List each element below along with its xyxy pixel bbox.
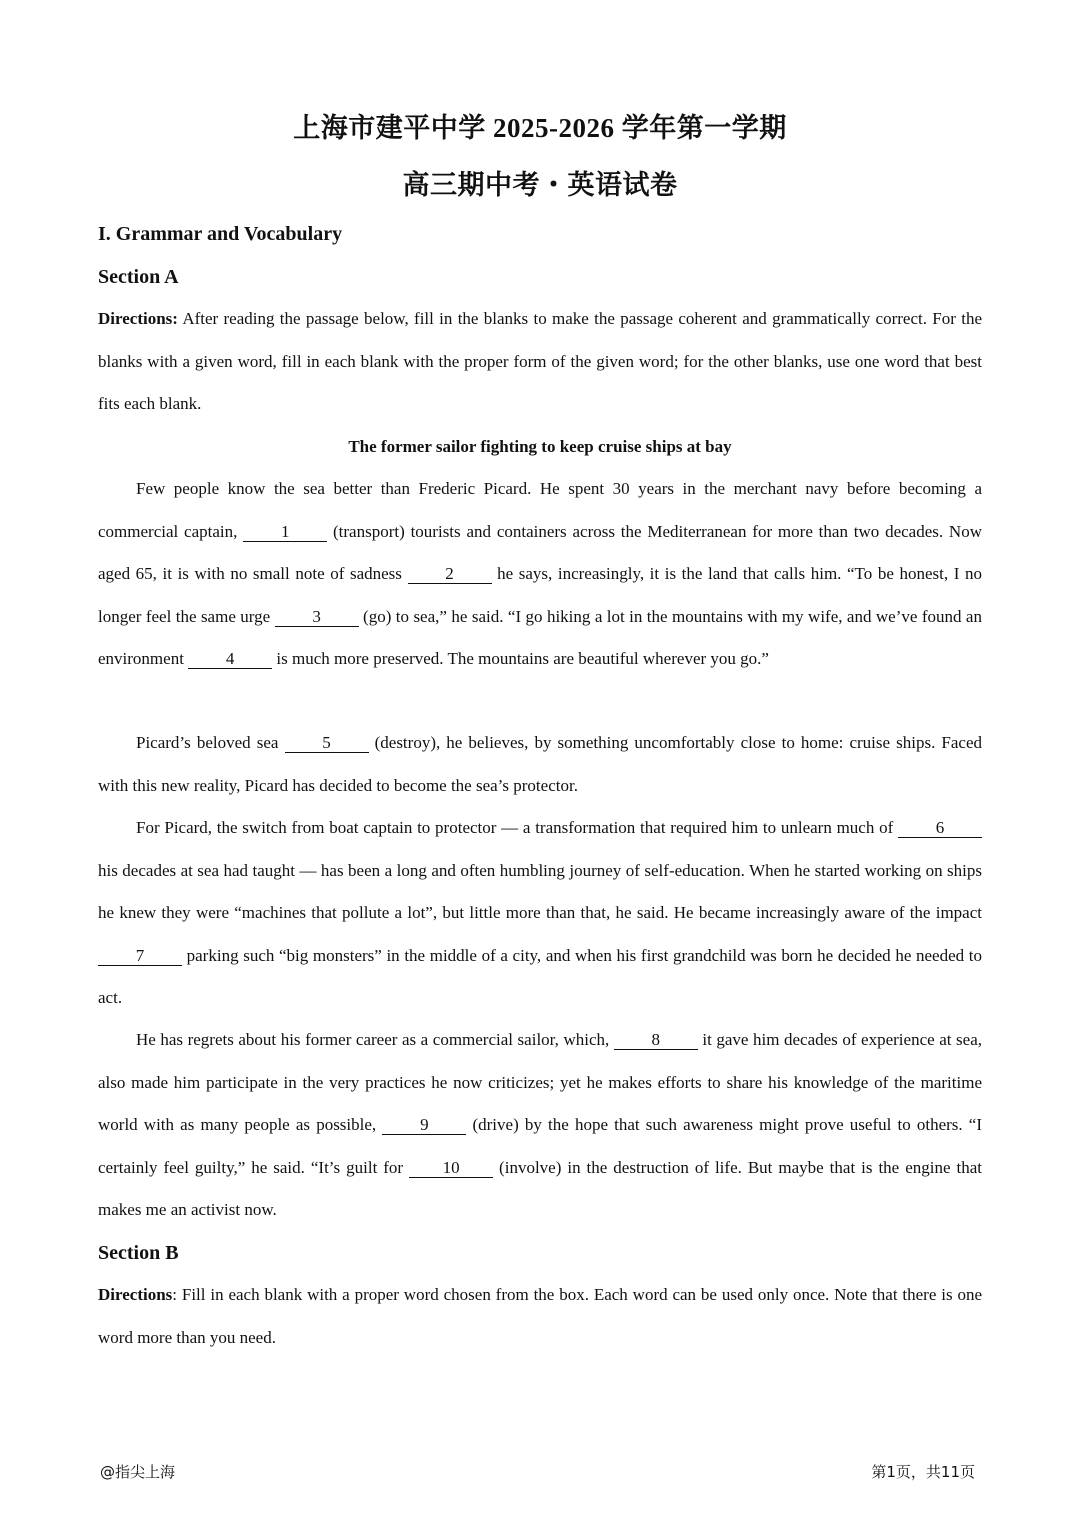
blank-4: 4 xyxy=(188,650,272,669)
paragraph-text: (transport) tourists and containers across the Mediterranean for more than two decades. Now aged 65, it is with no small note of sadness xyxy=(98,521,982,583)
section-a-heading: Section A xyxy=(98,266,179,288)
paragraph-text: (destroy), he believes, by something uncomfortably close to home: cruise ships. Faced with this new reality, Picard has decided to become the sea’s protector. xyxy=(98,733,982,795)
paragraph-text: he says, increasingly, it is the land that calls him. “To be honest, I no longer feel the same urge xyxy=(98,564,982,626)
paragraph-text: He has regrets about his former career as a commercial sailor, which, xyxy=(136,1030,614,1049)
paragraph-text: Picard’s beloved sea xyxy=(136,733,285,752)
passage-title: The former sailor fighting to keep cruise ships at bay xyxy=(348,437,732,456)
blank-9: 9 xyxy=(382,1116,466,1135)
exam-title: 上海市建平中学 2025-2026 学年第一学期 xyxy=(293,113,787,143)
paragraph-text: Few people know the sea better than Frederic Picard. He spent 30 years in the merchant navy before becoming a commercial captain, xyxy=(98,479,982,541)
paragraph-text: is much more preserved. The mountains are beautiful wherever you go.” xyxy=(272,649,769,668)
section-b-directions xyxy=(98,1274,982,1359)
passage-paragraph-1 xyxy=(98,468,982,681)
directions-text: After reading the passage below, fill in the blanks to make the passage coherent and grammatically correct. For the blanks with a given word, fill in each blank with the proper form of the given word; for the other blanks, use one word that best fits each blank. xyxy=(98,309,982,413)
paragraph-text: (drive) by the hope that such awareness might prove useful to others. “I certainly feel guilty,” he said. “It’s guilt for xyxy=(98,1115,983,1177)
blank-6: 6 xyxy=(898,819,982,838)
section-b-heading: Section B xyxy=(98,1242,179,1264)
paragraph-text: his decades at sea had taught — has been a long and often humbling journey of self-education. When he started working on ships he knew they were “machines that pollute a lot”, but little more than that, he said. He became increasingly aware of the impact xyxy=(98,860,982,922)
directions-text: : Fill in each blank with a proper word chosen from the box. Each word can be used only once. Note that there is one word more than you need. xyxy=(98,1285,982,1347)
exam-subtitle: 高三期中考・英语试卷 xyxy=(402,170,678,200)
passage-paragraph-3 xyxy=(98,807,982,1020)
directions-label: Directions xyxy=(98,1285,173,1304)
blank-10: 10 xyxy=(409,1159,493,1178)
blank-3: 3 xyxy=(275,608,359,627)
passage-paragraph-2 xyxy=(98,722,982,807)
page-number: 第1页，共11页 xyxy=(871,1463,975,1481)
paragraph-text: (involve) in the destruction of life. But maybe that is the engine that makes me an activist now. xyxy=(98,1157,982,1219)
directions-label: Directions: xyxy=(98,309,178,328)
blank-1: 1 xyxy=(243,523,327,542)
passage-paragraph-4 xyxy=(98,1019,982,1232)
blank-2: 2 xyxy=(408,565,492,584)
blank-7: 7 xyxy=(98,947,182,966)
blank-5: 5 xyxy=(285,734,369,753)
paragraph-text: parking such “big monsters” in the middle of a city, and when his first grandchild was born he decided he needed to act. xyxy=(98,945,982,1007)
part-heading: I. Grammar and Vocabulary xyxy=(98,223,343,245)
blank-8: 8 xyxy=(614,1031,698,1050)
section-a-directions xyxy=(98,298,982,426)
paragraph-text: (go) to sea,” he said. “I go hiking a lot in the mountains with my wife, and we’ve found an environment xyxy=(98,606,982,668)
paragraph-text: it gave him decades of experience at sea, also made him participate in the very practices he now criticizes; yet he makes efforts to share his knowledge of the maritime world with as many people as possible, xyxy=(98,1030,982,1134)
footer-source: @指尖上海 xyxy=(100,1463,176,1481)
paragraph-text: For Picard, the switch from boat captain to protector — a transformation that required him to unlearn much of xyxy=(136,818,898,837)
